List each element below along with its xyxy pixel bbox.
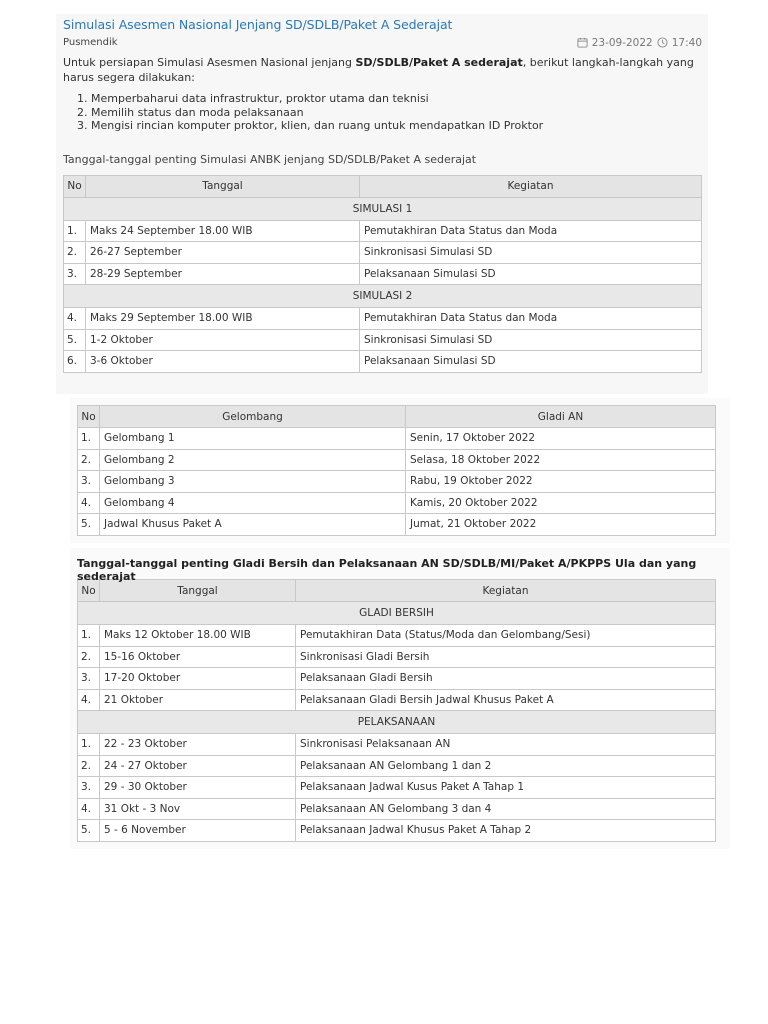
cell-no: 3. [78, 777, 100, 799]
table-row [78, 734, 716, 756]
article-author: Pusmendik [63, 37, 118, 48]
cell-date: 22 - 23 Oktober [100, 734, 296, 756]
cell-date: 21 Oktober [100, 689, 296, 711]
cell-no: 3. [78, 668, 100, 690]
cell-date: 15-16 Oktober [100, 646, 296, 668]
table-row [64, 329, 702, 351]
cell-activity: Pelaksanaan AN Gelombang 3 dan 4 [296, 798, 716, 820]
cell-date: 17-20 Oktober [100, 668, 296, 690]
simulasi-section-title: Tanggal-tanggal penting Simulasi ANBK jenjang SD/SDLB/Paket A sederajat [63, 152, 477, 166]
gelombang-card [70, 398, 730, 543]
col-header-no: No [64, 175, 86, 197]
cell-activity: Pemutakhiran Data (Status/Moda dan Gelombang/Sesi) [296, 625, 716, 647]
table-row [78, 471, 716, 493]
group-row [78, 711, 716, 734]
cell-no: 2. [78, 755, 100, 777]
table-row [78, 646, 716, 668]
group-label: PELAKSANAAN [78, 711, 716, 734]
table-header-row [64, 175, 702, 197]
cell-no: 4. [78, 798, 100, 820]
cell-date: 28-29 September [86, 263, 360, 285]
cell-wave: Gelombang 4 [100, 492, 406, 514]
col-header-no: No [78, 580, 100, 602]
cell-wave: Gelombang 2 [100, 449, 406, 471]
cell-activity: Pelaksanaan Gladi Bersih Jadwal Khusus Paket A [296, 689, 716, 711]
table-row [64, 263, 702, 285]
intro-text-bold: SD/SDLB/Paket A sederajat [355, 56, 523, 69]
cell-date: Maks 12 Oktober 18.00 WIB [100, 625, 296, 647]
cell-no: 2. [78, 646, 100, 668]
table-row [78, 428, 716, 450]
steps-list [91, 92, 702, 133]
cell-no: 2. [78, 449, 100, 471]
cell-activity: Pemutakhiran Data Status dan Moda [360, 220, 702, 242]
cell-activity: Sinkronisasi Pelaksanaan AN [296, 734, 716, 756]
table-row [64, 351, 702, 373]
cell-no: 1. [78, 428, 100, 450]
cell-activity: Pemutakhiran Data Status dan Moda [360, 308, 702, 330]
cell-date: 24 - 27 Oktober [100, 755, 296, 777]
gladi-section-title: Tanggal-tanggal penting Gladi Bersih dan Pelaksanaan AN SD/SDLB/MI/Paket A/PKPPS Ula dan yang sederajat [77, 557, 697, 583]
group-label: GLADI BERSIH [78, 602, 716, 625]
col-header-wave: Gelombang [100, 406, 406, 428]
article-title[interactable]: Simulasi Asesmen Nasional Jenjang SD/SDLB/Paket A Sederajat [63, 17, 453, 32]
cell-no: 2. [64, 242, 86, 264]
simulasi-table [63, 175, 702, 373]
cell-wave: Jadwal Khusus Paket A [100, 514, 406, 536]
cell-no: 5. [78, 820, 100, 842]
cell-gladi: Selasa, 18 Oktober 2022 [406, 449, 716, 471]
table-row [64, 220, 702, 242]
gelombang-table [77, 405, 716, 536]
table-row [78, 755, 716, 777]
intro-text-after: , berikut langkah-langkah yang harus segera dilakukan: [63, 56, 694, 84]
col-header-date: Tanggal [100, 580, 296, 602]
cell-date: 26-27 September [86, 242, 360, 264]
table-row [78, 668, 716, 690]
cell-gladi: Senin, 17 Oktober 2022 [406, 428, 716, 450]
article-card [56, 14, 708, 373]
table-row [78, 492, 716, 514]
cell-activity: Pelaksanaan Jadwal Kusus Paket A Tahap 1 [296, 777, 716, 799]
intro-paragraph [63, 56, 702, 85]
cell-date: Maks 29 September 18.00 WIB [86, 308, 360, 330]
cell-no: 3. [64, 263, 86, 285]
cell-no: 5. [78, 514, 100, 536]
group-row [64, 197, 702, 220]
cell-date: 1-2 Oktober [86, 329, 360, 351]
group-row [78, 602, 716, 625]
cell-no: 1. [78, 625, 100, 647]
table-row [78, 689, 716, 711]
cell-activity: Pelaksanaan Gladi Bersih [296, 668, 716, 690]
cell-date: Maks 24 September 18.00 WIB [86, 220, 360, 242]
article-datetime [577, 37, 702, 49]
gladi-table [77, 579, 716, 842]
step-item: 3. Mengisi rincian komputer proktor, klien, dan ruang untuk mendapatkan ID Proktor [91, 119, 702, 133]
group-label: SIMULASI 2 [64, 285, 702, 308]
cell-no: 1. [64, 220, 86, 242]
table-header-row [78, 406, 716, 428]
cell-activity: Sinkronisasi Simulasi SD [360, 242, 702, 264]
cell-gladi: Kamis, 20 Oktober 2022 [406, 492, 716, 514]
cell-activity: Pelaksanaan Simulasi SD [360, 263, 702, 285]
col-header-no: No [78, 406, 100, 428]
cell-no: 5. [64, 329, 86, 351]
col-header-date: Tanggal [86, 175, 360, 197]
cell-wave: Gelombang 1 [100, 428, 406, 450]
table-header-row [78, 580, 716, 602]
cell-activity: Sinkronisasi Gladi Bersih [296, 646, 716, 668]
intro-text-before: Untuk persiapan Simulasi Asesmen Nasional jenjang [63, 56, 356, 69]
cell-gladi: Rabu, 19 Oktober 2022 [406, 471, 716, 493]
table-row [78, 777, 716, 799]
cell-wave: Gelombang 3 [100, 471, 406, 493]
cell-date: 5 - 6 November [100, 820, 296, 842]
gladi-card [70, 548, 730, 849]
article-time: 17:40 [671, 36, 702, 49]
cell-date: 31 Okt - 3 Nov [100, 798, 296, 820]
cell-activity: Pelaksanaan AN Gelombang 1 dan 2 [296, 755, 716, 777]
step-item: 2. Memilih status dan moda pelaksanaan [91, 106, 702, 120]
table-row [78, 820, 716, 842]
cell-no: 6. [64, 351, 86, 373]
table-row [78, 798, 716, 820]
cell-activity: Pelaksanaan Simulasi SD [360, 351, 702, 373]
col-header-activity: Kegiatan [296, 580, 716, 602]
cell-no: 1. [78, 734, 100, 756]
col-header-activity: Kegiatan [360, 175, 702, 197]
group-label: SIMULASI 1 [64, 197, 702, 220]
group-row [64, 285, 702, 308]
article-meta [63, 34, 702, 51]
table-row [78, 449, 716, 471]
col-header-gladi: Gladi AN [406, 406, 716, 428]
cell-date: 3-6 Oktober [86, 351, 360, 373]
cell-no: 4. [64, 308, 86, 330]
table-row [64, 242, 702, 264]
cell-date: 29 - 30 Oktober [100, 777, 296, 799]
cell-no: 3. [78, 471, 100, 493]
step-item: 1. Memperbaharui data infrastruktur, proktor utama dan teknisi [91, 92, 702, 106]
calendar-icon [577, 37, 588, 48]
table-row [64, 308, 702, 330]
table-row [78, 625, 716, 647]
article-date: 23-09-2022 [591, 36, 653, 49]
clock-icon [657, 37, 668, 48]
cell-activity: Sinkronisasi Simulasi SD [360, 329, 702, 351]
cell-gladi: Jumat, 21 Oktober 2022 [406, 514, 716, 536]
table-row [78, 514, 716, 536]
cell-no: 4. [78, 492, 100, 514]
cell-no: 4. [78, 689, 100, 711]
cell-activity: Pelaksanaan Jadwal Khusus Paket A Tahap 2 [296, 820, 716, 842]
